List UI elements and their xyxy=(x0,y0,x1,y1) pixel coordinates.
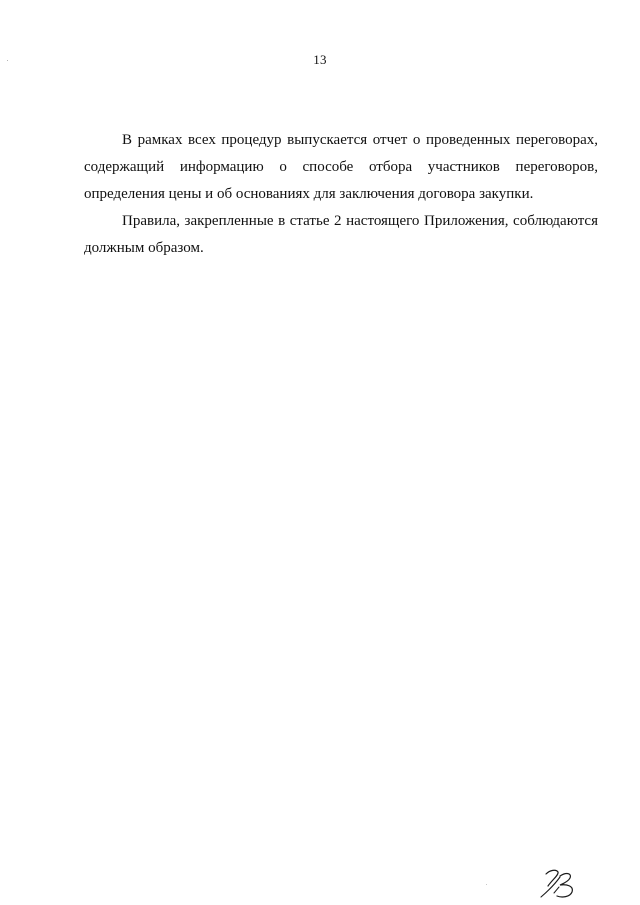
handwritten-initials-signature xyxy=(536,862,586,902)
document-body xyxy=(84,127,598,262)
paragraph-report: В рамках всех процедур выпускается отчет о проведенных переговорах, содержащий информацию о способе отбора участников переговоров, определения цены и об основаниях для заключения договора закупки. xyxy=(84,132,598,202)
scan-speck xyxy=(486,884,487,885)
paragraph-rules: Правила, закрепленные в статье 2 настоящего Приложения, соблюдаются должным образом. xyxy=(84,213,598,256)
page-number: 13 xyxy=(313,52,327,67)
